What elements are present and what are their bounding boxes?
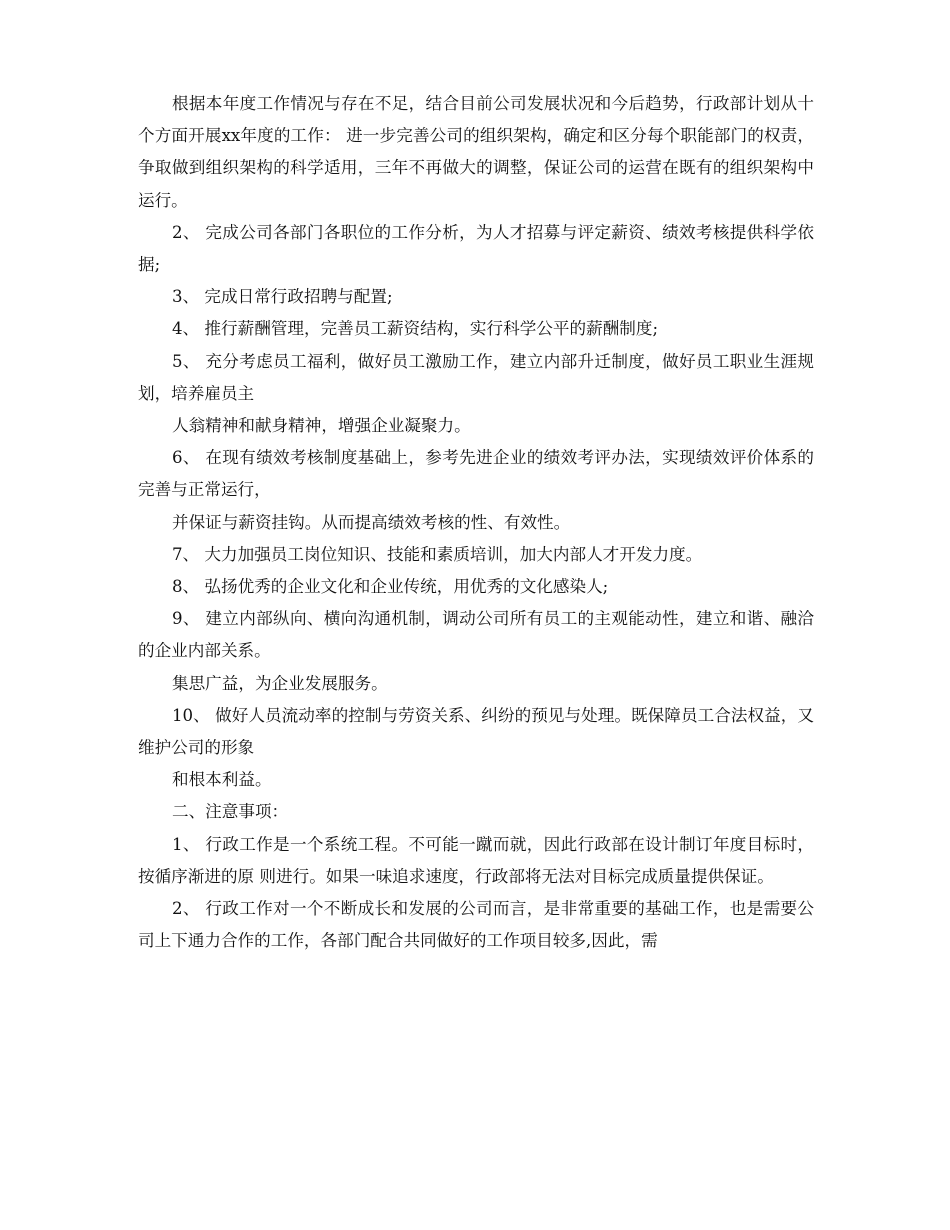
- list-item-3: 3、 完成日常行政招聘与配置;: [172, 287, 393, 307]
- list-item-6: 6、 在现有绩效考核制度基础上，参考先进企业的绩效考评办法，实现绩效评价体系的完善与正常运行，: [138, 448, 814, 500]
- list-item-8: 8、 弘扬优秀的企业文化和企业传统，用优秀的文化感染人;: [172, 577, 609, 597]
- document-body: [138, 88, 814, 957]
- paragraph-intro: 根据本年度工作情况与存在不足，结合目前公司发展状况和今后趋势，行政部计划从十个方面开展xx年度的工作： 进一步完善公司的组织架构，确定和区分每个职能部门的权责，争取做到组织架构的科学适用，三年不再做大的调整，保证公司的运营在既有的组织架构中运行。: [138, 94, 814, 210]
- list-item-7: 7、 大力加强员工岗位知识、技能和素质培训，加大内部人才开发力度。: [172, 544, 703, 564]
- list-item-5-continuation: 人翁精神和献身精神，增强企业凝聚力。: [172, 416, 471, 436]
- list-item-10-continuation: 和根本利益。: [172, 770, 272, 790]
- list-item-4: 4、 推行薪酬管理，完善员工薪资结构，实行科学公平的薪酬制度;: [172, 319, 659, 339]
- list-item-6-continuation: 并保证与薪资挂钩。从而提高绩效考核的性、有效性。: [172, 512, 571, 532]
- list-item-2: 2、 完成公司各部门各职位的工作分析，为人才招募与评定薪资、绩效考核提供科学依据;: [138, 222, 814, 275]
- list-item-10: 10、 做好人员流动率的控制与劳资关系、纠纷的预见与处理。既保障员工合法权益，又维护公司的形象: [138, 705, 814, 758]
- list-item-9: 9、 建立内部纵向、横向沟通机制，调动公司所有员工的主观能动性，建立和谐、融洽的企业内部关系。: [138, 609, 814, 661]
- notes-item-1: 1、 行政工作是一个系统工程。不可能一蹴而就，因此行政部在设计制订年度目标时，按循序渐进的原 则进行。如果一味追求速度，行政部将无法对目标完成质量提供保证。: [138, 834, 814, 886]
- list-item-9-continuation: 集思广益，为企业发展服务。: [172, 673, 388, 693]
- notes-item-2: 2、 行政工作对一个不断成长和发展的公司而言，是非常重要的基础工作，也是需要公司上下通力合作的工作，各部门配合共同做好的工作项目较多,因此，需: [138, 899, 814, 951]
- list-item-5: 5、 充分考虑员工福利，做好员工激励工作，建立内部升迁制度，做好员工职业生涯规划，培养雇员主: [138, 351, 814, 403]
- section-heading-notes: 二、注意事项：: [172, 802, 289, 822]
